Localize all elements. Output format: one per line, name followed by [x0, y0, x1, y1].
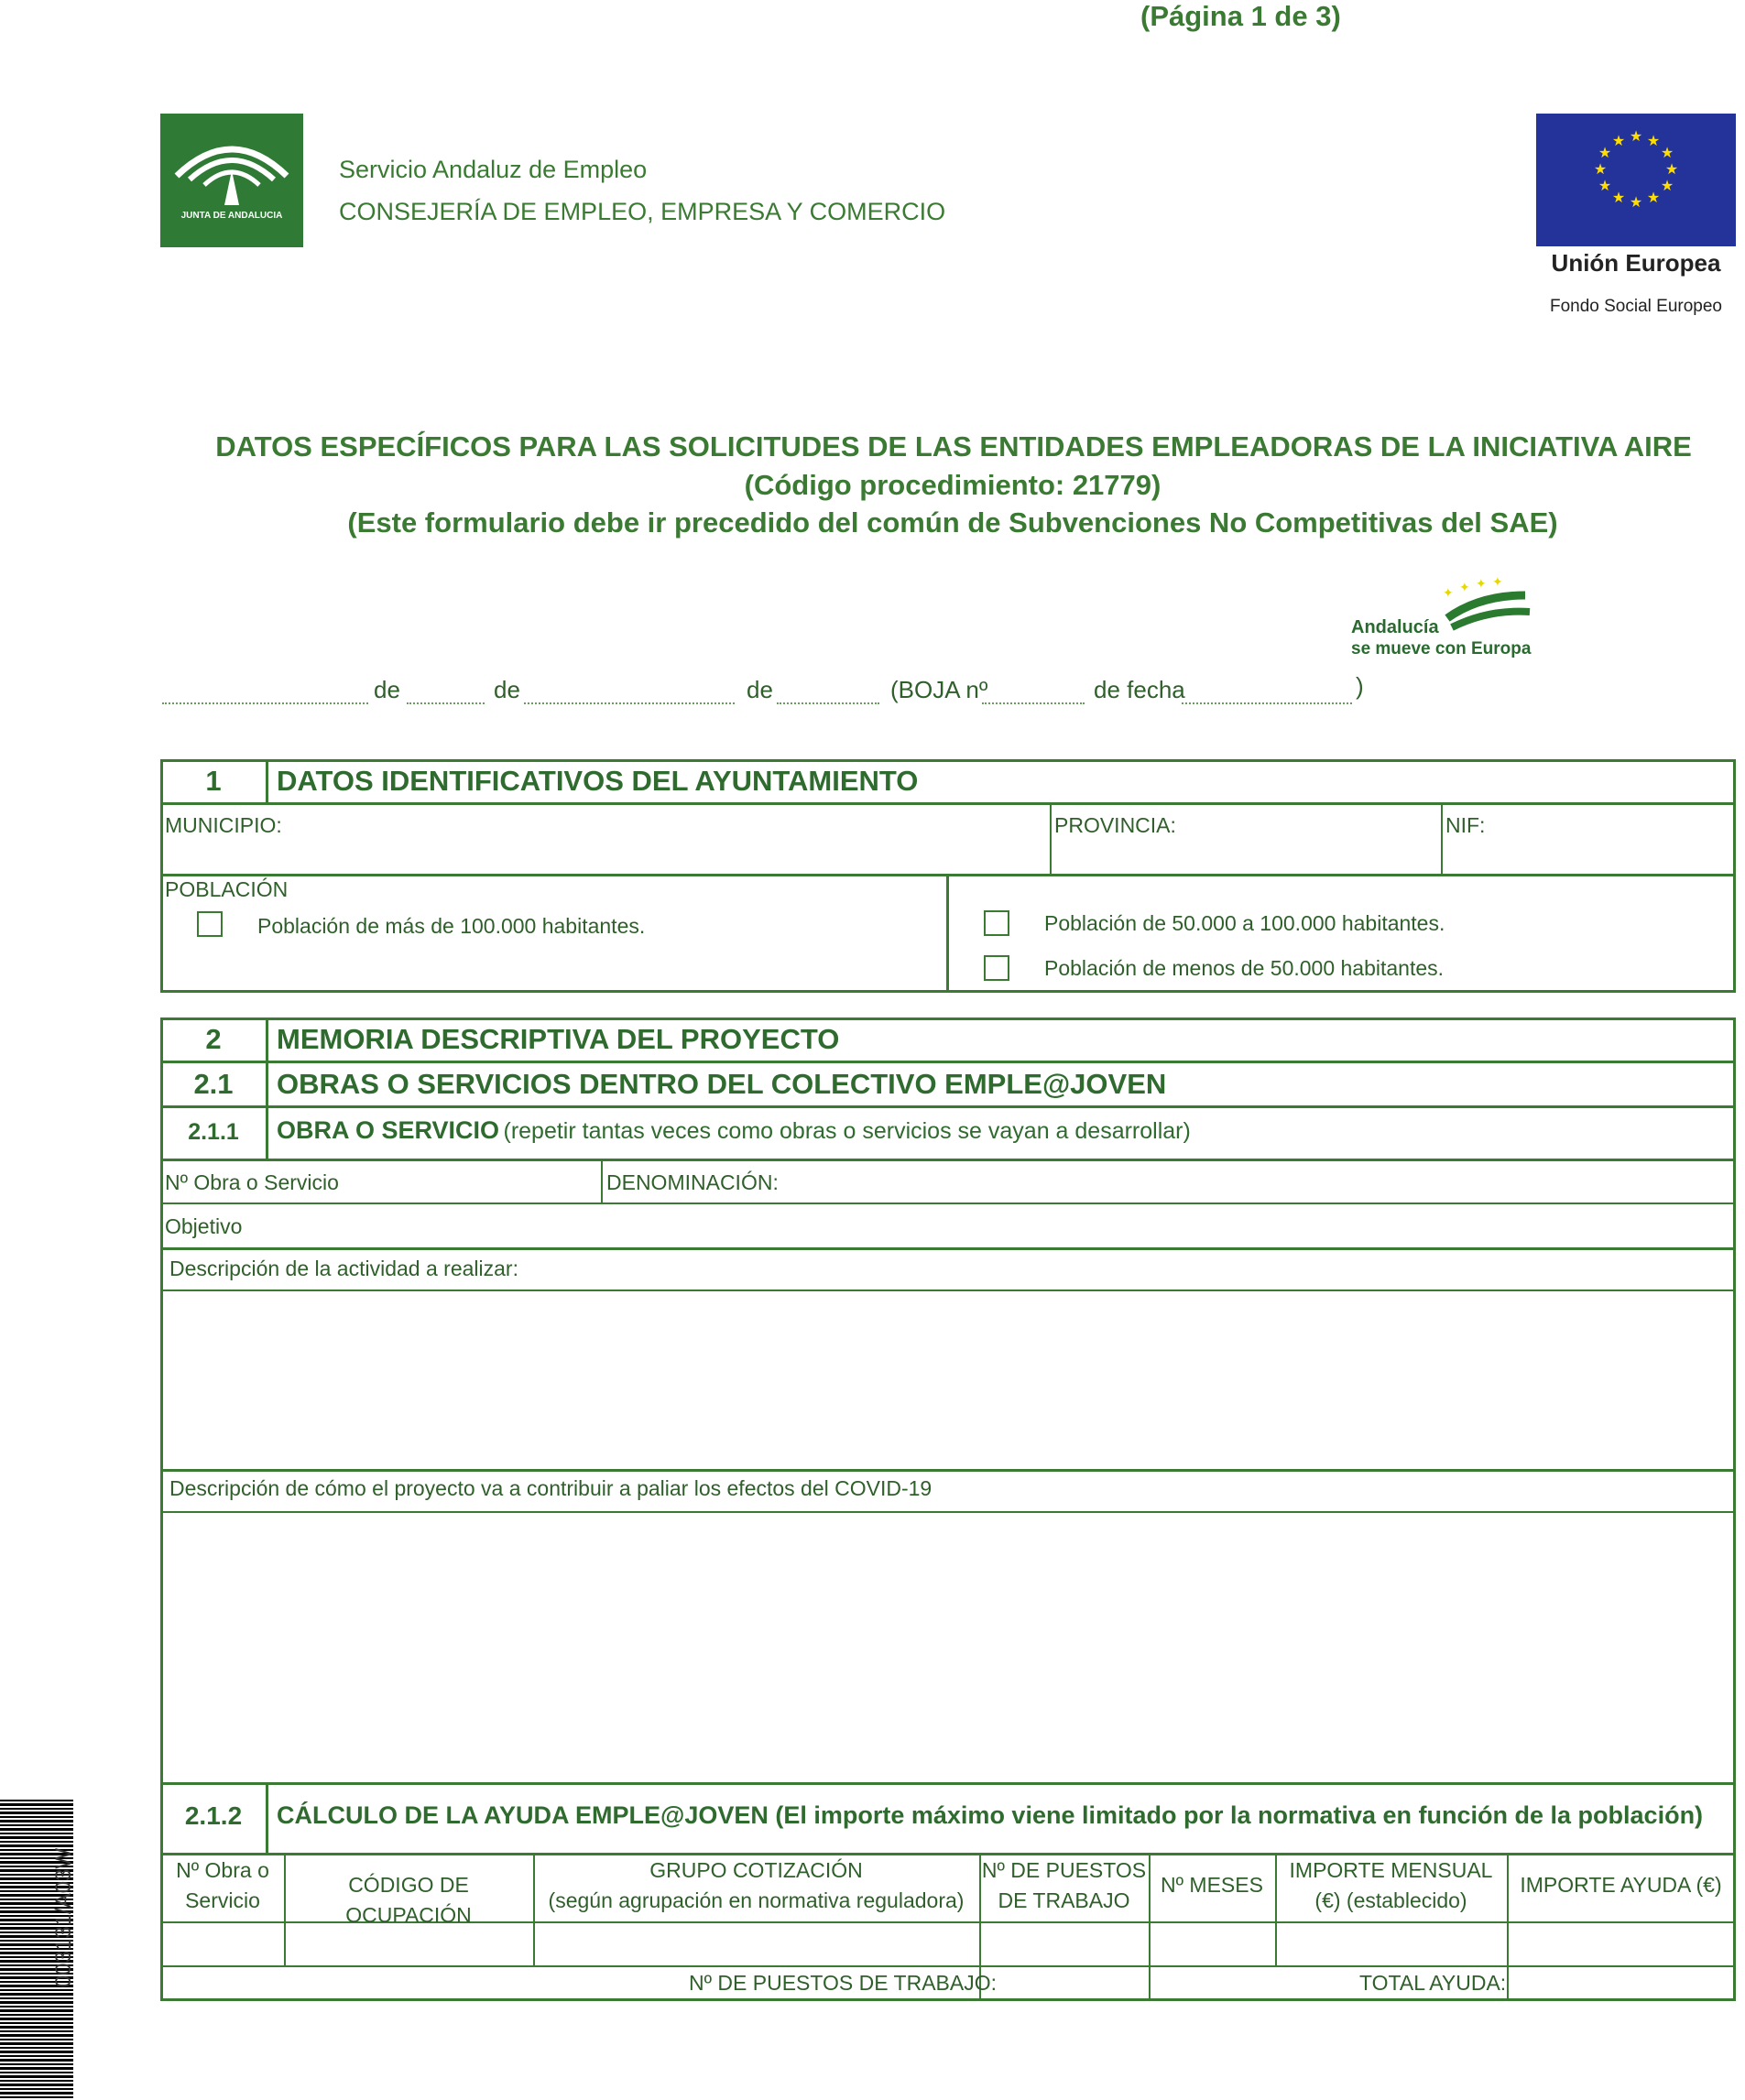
- boja-date-blank[interactable]: [1182, 702, 1352, 704]
- svg-text:✦: ✦: [1443, 586, 1454, 601]
- svg-text:★: ★: [1664, 160, 1679, 178]
- denominacion-field[interactable]: [779, 1163, 1731, 1200]
- svg-text:★: ★: [1593, 160, 1608, 178]
- section2-1-1-heading: [277, 1116, 1191, 1145]
- section2-1-2-number: 2.1.2: [184, 1801, 243, 1830]
- th-num-obra-line1: Nº Obra o: [176, 1858, 269, 1882]
- poblacion-menos-50000-checkbox[interactable]: [984, 955, 1009, 981]
- objetivo-field[interactable]: [275, 1207, 1731, 1244]
- eu-subtitle: Fondo Social Europeo: [1549, 297, 1722, 316]
- junta-de-andalucia-logo: [160, 114, 303, 247]
- th-num-puestos-line1: Nº DE PUESTOS: [981, 1858, 1147, 1882]
- order-blank-3[interactable]: [524, 702, 735, 704]
- objetivo-label: Objetivo: [165, 1214, 243, 1238]
- svg-text:★: ★: [1646, 132, 1661, 149]
- svg-text:★: ★: [1629, 193, 1643, 211]
- th-importe-mensual-line1: IMPORTE MENSUAL: [1289, 1858, 1493, 1882]
- cell-importe-ayuda[interactable]: [1511, 1925, 1733, 1964]
- th-grupo-cotizacion-line1: GRUPO COTIZACIÓN: [649, 1858, 863, 1882]
- svg-text:★: ★: [1660, 144, 1674, 161]
- num-obra-field[interactable]: [385, 1163, 595, 1200]
- section2-1-1-number: 2.1.1: [188, 1119, 239, 1145]
- cell-codigo-ocupacion[interactable]: [288, 1925, 531, 1964]
- poblacion-100000-checkbox[interactable]: [197, 911, 223, 937]
- cell-grupo-cotizacion[interactable]: [537, 1925, 977, 1964]
- order-de-2: de: [494, 676, 520, 703]
- section2-number: 2: [205, 1023, 222, 1055]
- section2-title: MEMORIA DESCRIPTIVA DEL PROYECTO: [277, 1023, 840, 1055]
- order-blank-1[interactable]: [162, 702, 368, 704]
- svg-text:★: ★: [1611, 132, 1626, 149]
- svg-text:★: ★: [1611, 189, 1626, 206]
- poblacion-label: POBLACIÓN: [165, 877, 289, 901]
- svg-text:★: ★: [1629, 127, 1643, 145]
- section1-number: 1: [205, 765, 222, 797]
- th-grupo-cotizacion: [535, 1855, 977, 1916]
- th-num-obra-line2: Servicio: [185, 1888, 260, 1912]
- num-obra-label: Nº Obra o Servicio: [165, 1170, 339, 1194]
- form-title: DATOS ESPECÍFICOS PARA LAS SOLICITUDES DE LAS ENTIDADES EMPLEADORAS DE LA INICIATIVA AIRE: [215, 430, 1692, 462]
- section2-1-number: 2.1: [193, 1068, 234, 1100]
- total-ayuda-label: TOTAL AYUDA:: [1359, 1971, 1507, 1995]
- cell-num-obra[interactable]: [165, 1925, 282, 1964]
- desc-actividad-field[interactable]: [163, 1293, 1733, 1465]
- th-num-meses: Nº MESES: [1161, 1873, 1263, 1897]
- total-puestos-label: Nº DE PUESTOS DE TRABAJO:: [689, 1971, 998, 1995]
- th-importe-ayuda: IMPORTE AYUDA (€): [1520, 1873, 1722, 1897]
- order-de-fecha: de fecha: [1094, 676, 1185, 703]
- svg-text:★: ★: [1660, 177, 1674, 194]
- department-name: CONSEJERÍA DE EMPLEO, EMPRESA Y COMERCIO: [339, 198, 946, 225]
- desc-covid-label: Descripción de cómo el proyecto va a contribuir a paliar los efectos del COVID-19: [169, 1476, 932, 1500]
- municipio-label: MUNICIPIO:: [165, 813, 282, 837]
- order-de-1: de: [374, 676, 400, 703]
- section2-1-1-note: (repetir tantas veces como obras o servicios se vayan a desarrollar): [503, 1118, 1191, 1144]
- cell-importe-mensual[interactable]: [1279, 1925, 1505, 1964]
- poblacion-100000-label: Población de más de 100.000 habitantes.: [257, 914, 646, 938]
- procedure-code: (Código procedimiento: 21779): [744, 469, 1162, 501]
- svg-text:✦: ✦: [1476, 577, 1487, 592]
- poblacion-50000-100000-checkbox[interactable]: [984, 910, 1009, 936]
- provincia-label: PROVINCIA:: [1054, 813, 1176, 837]
- svg-text:★: ★: [1646, 189, 1661, 206]
- section2-1-2-title: CÁLCULO DE LA AYUDA EMPLE@JOVEN (El importe máximo viene limitado por la normativa en función de la población): [277, 1801, 1704, 1829]
- barcode-code: 003131/A03W: [51, 1847, 76, 1988]
- desc-covid-field[interactable]: [163, 1515, 1733, 1780]
- th-grupo-cotizacion-line2: (según agrupación en normativa reguladora): [548, 1888, 965, 1912]
- cell-num-meses[interactable]: [1152, 1925, 1273, 1964]
- svg-text:★: ★: [1598, 177, 1612, 194]
- eu-flag-logo: [1536, 114, 1736, 246]
- th-num-obra: [163, 1855, 282, 1916]
- th-num-puestos-line2: DE TRABAJO: [998, 1888, 1130, 1912]
- service-name: Servicio Andaluz de Empleo: [339, 156, 648, 183]
- section2-1-1-title: OBRA O SERVICIO: [277, 1116, 500, 1144]
- poblacion-menos-50000-label: Población de menos de 50.000 habitantes.: [1044, 956, 1445, 980]
- order-blank-2[interactable]: [407, 702, 485, 704]
- th-num-puestos: [981, 1855, 1147, 1916]
- nif-field[interactable]: [1445, 839, 1729, 870]
- denominacion-label: DENOMINACIÓN:: [606, 1170, 779, 1194]
- order-de-3: de: [747, 676, 773, 703]
- provincia-field[interactable]: [1054, 839, 1434, 870]
- total-puestos-field[interactable]: [983, 1969, 1147, 1998]
- poblacion-50000-100000-label: Población de 50.000 a 100.000 habitantes.: [1044, 911, 1445, 935]
- order-close: ): [1356, 672, 1364, 700]
- boja-number-blank[interactable]: [982, 702, 1085, 704]
- andalucia-europa-logo: [1351, 577, 1534, 664]
- svg-text:✦: ✦: [1492, 577, 1503, 590]
- section1-title: DATOS IDENTIFICATIVOS DEL AYUNTAMIENTO: [277, 765, 919, 797]
- svg-text:✦: ✦: [1459, 581, 1470, 595]
- municipio-field[interactable]: [165, 839, 1044, 870]
- th-importe-mensual: [1277, 1855, 1505, 1916]
- total-ayuda-field[interactable]: [1511, 1969, 1733, 1998]
- th-codigo-ocupacion: CÓDIGO DE OCUPACIÓN: [345, 1873, 472, 1927]
- andalucia-logo-line1: Andalucía: [1351, 617, 1439, 637]
- form-note: (Este formulario debe ir precedido del común de Subvenciones No Competitivas del SAE): [347, 506, 1558, 539]
- order-boja: (BOJA nº: [890, 676, 988, 703]
- nif-label: NIF:: [1445, 813, 1486, 837]
- svg-text:★: ★: [1598, 144, 1612, 161]
- page-indicator: (Página 1 de 3): [1140, 0, 1341, 32]
- eu-title: Unión Europea: [1551, 249, 1721, 277]
- section2-1-title: OBRAS O SERVICIOS DENTRO DEL COLECTIVO EMPLE@JOVEN: [277, 1068, 1167, 1100]
- cell-num-puestos[interactable]: [983, 1925, 1147, 1964]
- desc-actividad-label: Descripción de la actividad a realizar:: [169, 1257, 518, 1280]
- junta-logo-text: JUNTA DE ANDALUCIA: [180, 211, 283, 221]
- order-blank-4[interactable]: [777, 702, 879, 704]
- andalucia-logo-line2: se mueve con Europa: [1351, 639, 1532, 658]
- th-importe-mensual-line2: (€) (establecido): [1314, 1888, 1467, 1912]
